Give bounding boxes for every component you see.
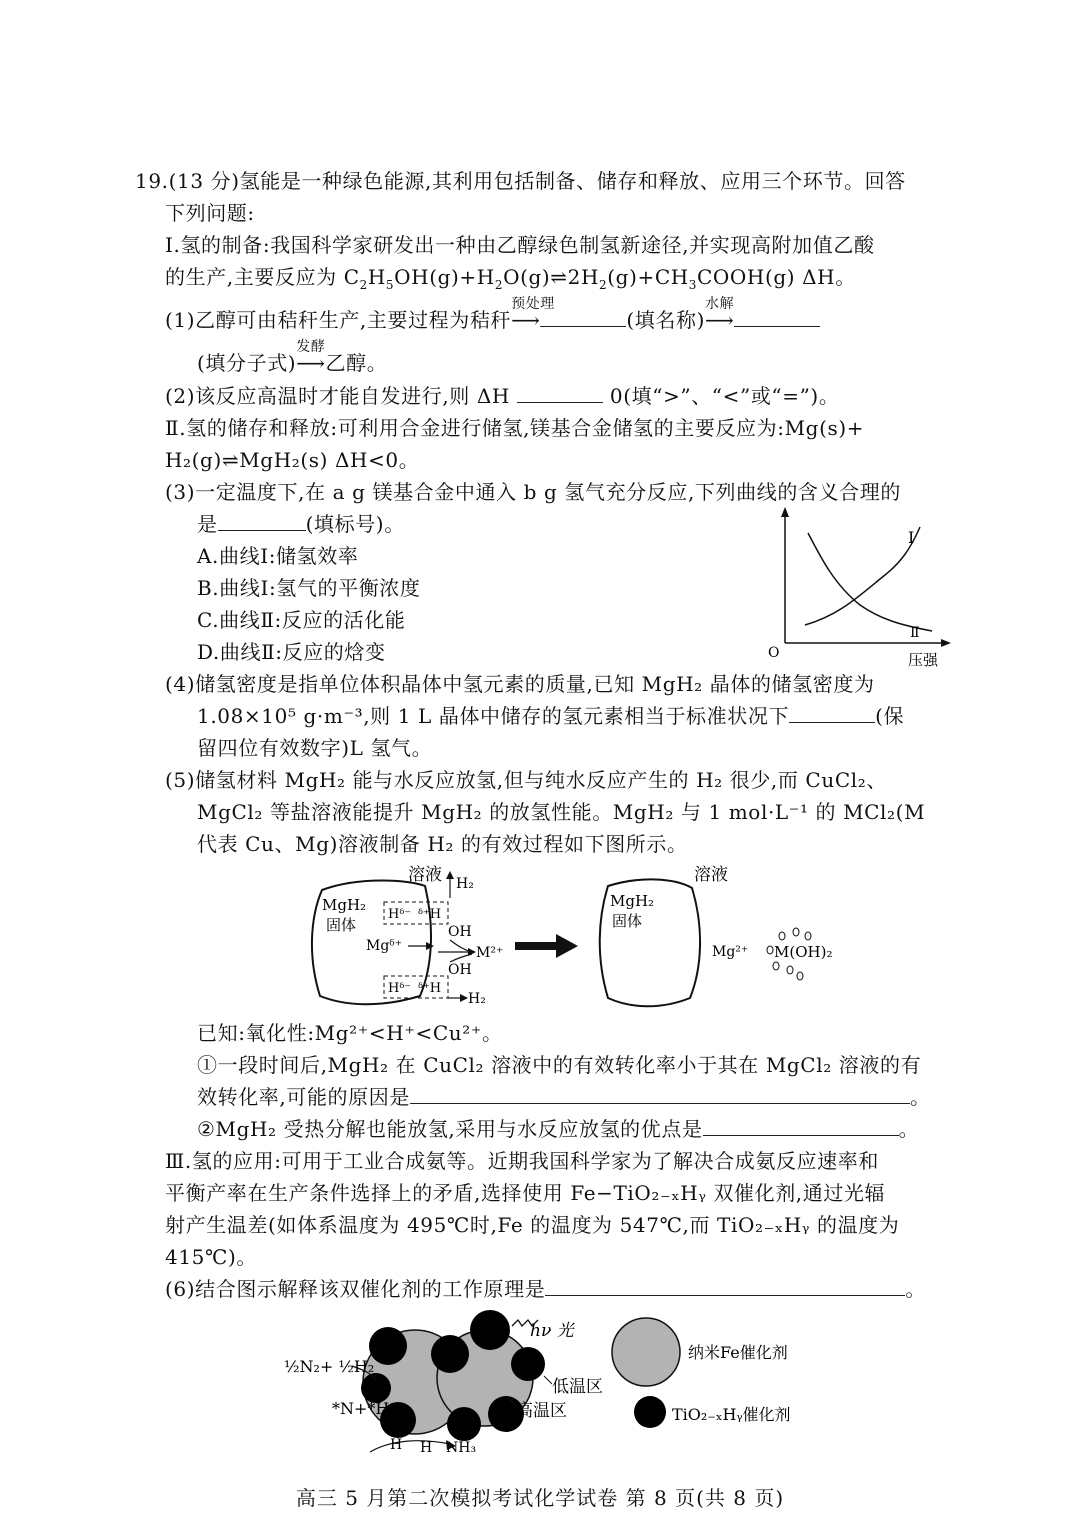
answer-blank-5-1[interactable] bbox=[410, 1085, 910, 1104]
option-b: B.曲线Ⅰ:氢气的平衡浓度 bbox=[197, 576, 421, 600]
answer-blank-1b[interactable] bbox=[734, 308, 820, 327]
curve-1 bbox=[805, 527, 920, 625]
part1-heading: Ⅰ.氢的制备:我国科学家研发出一种由乙醇绿色制氢新途径,并实现高附加值乙酸 bbox=[165, 233, 875, 257]
h2-arrow-up-head bbox=[446, 871, 454, 879]
question-5-2: ②MgH₂ 受热分解也能放氢,采用与水反应放氢的优点是 。 bbox=[197, 1117, 920, 1141]
option-a: A.曲线Ⅰ:储氢效率 bbox=[197, 544, 359, 568]
mg2-label: Mg²⁺ bbox=[712, 944, 749, 960]
nh3-label: NH₃ bbox=[446, 1440, 477, 1456]
solid-label-solid-right: 固体 bbox=[612, 912, 643, 930]
high-temp-label: 高温区 bbox=[516, 1401, 567, 1421]
solid-label-mgh2-right: MgH₂ bbox=[610, 892, 655, 910]
h-label-1: H bbox=[390, 1437, 403, 1453]
x-axis-label: 压强 bbox=[908, 651, 939, 669]
answer-blank-2[interactable] bbox=[517, 384, 603, 403]
m2-label: M²⁺ bbox=[476, 945, 504, 961]
part2-heading: Ⅱ.氢的储存和释放:可利用合金进行储氢,镁基合金储氢的主要反应为:Mg(s)+ bbox=[165, 416, 865, 440]
product-arc bbox=[370, 1441, 450, 1452]
question-19-intro-cont: 下列问题: bbox=[165, 201, 255, 225]
question-19-intro: 19.(13 分)氢能是一种绿色能源,其利用包括制备、储存和释放、应用三个环节。回答 bbox=[135, 169, 906, 193]
question-3: (3)一定温度下,在 a g 镁基合金中通入 b g 氢气充分反应,下列曲线的含义合理的 bbox=[165, 480, 901, 504]
moh2-label: M(OH)₂ bbox=[774, 943, 833, 961]
question-6: (6)结合图示解释该双催化剂的工作原理是 。 bbox=[165, 1277, 926, 1301]
process-arrow-shaft bbox=[515, 942, 559, 950]
question-3-cont: 是 (填标号)。 bbox=[197, 512, 405, 536]
solution-label-right: 溶液 bbox=[694, 865, 728, 885]
question-5: (5)储氢材料 MgH₂ 能与水反应放氢,但与纯水反应产生的 H₂ 很少,而 CuCl₂、 bbox=[165, 768, 887, 792]
question-5-cont2: 代表 Cu、Mg)溶液制备 H₂ 的有效过程如下图所示。 bbox=[197, 832, 688, 856]
part3-cont3: 415℃)。 bbox=[165, 1245, 257, 1269]
h-delta-plus-top: ᵟ⁺H bbox=[418, 907, 442, 922]
question-4-cont: 1.08×10⁵ g·m⁻³,则 1 L 晶体中储存的氢元素相当于标准状况下 (保 bbox=[197, 704, 905, 728]
question-2: (2)该反应高温时才能自发进行,则 ΔH 0(填“>”、“<”或“=”)。 bbox=[165, 384, 840, 408]
legend-tio2-icon bbox=[634, 1396, 666, 1428]
legend-fe-label: 纳米Fe催化剂 bbox=[688, 1343, 788, 1362]
mgh2-reaction-figure bbox=[300, 858, 860, 1018]
question-1-cont: (填分子式) 发酵 ⟶乙醇。 bbox=[197, 339, 388, 375]
h-label-2: H bbox=[420, 1440, 433, 1456]
question-4: (4)储氢密度是指单位体积晶体中氢元素的质量,已知 MgH₂ 晶体的储氢密度为 bbox=[165, 672, 875, 696]
known-oxidizing: 已知:氧化性:Mg²⁺<H⁺<Cu²⁺。 bbox=[197, 1021, 503, 1045]
oh-label-top: OH bbox=[448, 924, 472, 940]
origin-label: O bbox=[768, 645, 780, 661]
legend-fe-icon bbox=[612, 1318, 680, 1386]
part3-heading: Ⅲ.氢的应用:可用于工业合成氨等。近期我国科学家为了解决合成氨反应速率和 bbox=[165, 1149, 879, 1173]
solid-label-solid: 固体 bbox=[326, 916, 357, 934]
answer-blank-5-2[interactable] bbox=[703, 1117, 899, 1136]
part2-reaction: H₂(g)⇌MgH₂(s) ΔH<0。 bbox=[165, 448, 420, 472]
process-arrow-head bbox=[556, 934, 578, 958]
h-delta-minus-bottom: Hᵟ⁻ bbox=[388, 981, 412, 996]
part3-cont: 平衡产率在生产条件选择上的矛盾,选择使用 Fe−TiO₂₋ₓHᵧ 双催化剂,通过光辐 bbox=[165, 1181, 886, 1205]
page-footer: 高三 5 月第二次模拟考试化学试卷 第 8 页(共 8 页) bbox=[295, 1486, 785, 1510]
curve-2-label: Ⅱ bbox=[910, 625, 920, 641]
oh-arrow-bottom bbox=[450, 954, 472, 962]
solid-label-mgh2: MgH₂ bbox=[322, 896, 367, 914]
arrow-pretreat: 预处理 ⟶ bbox=[511, 296, 555, 332]
x-axis-arrow bbox=[941, 639, 951, 647]
arrow-hydrolysis: 水解 ⟶ bbox=[704, 296, 735, 332]
answer-blank-3[interactable] bbox=[218, 512, 306, 531]
question-5-cont: MgCl₂ 等盐溶液能提升 MgH₂ 的放氢性能。MgH₂ 与 1 mol·L⁻¹ 的 MCl₂(M bbox=[197, 800, 926, 824]
question-5-1: ①一段时间后,MgH₂ 在 CuCl₂ 溶液中的有效转化率小于其在 MgCl₂ 溶液的有 bbox=[197, 1053, 922, 1077]
question-1: (1)乙醇可由秸秆生产,主要过程为秸秆 预处理 ⟶ (填名称) 水解 ⟶ bbox=[165, 307, 820, 333]
mg-delta-label: Mgᵟ⁺ bbox=[366, 938, 402, 954]
reactant-label: ½N₂+ ½H₂ bbox=[284, 1357, 375, 1376]
y-axis-arrow bbox=[781, 507, 789, 517]
curve-graph bbox=[760, 505, 960, 675]
option-c: C.曲线Ⅱ:反应的活化能 bbox=[197, 608, 406, 632]
part3-cont2: 射产生温差(如体系温度为 495℃时,Fe 的温度为 547℃,而 TiO₂₋ₓHᵧ 的温度为 bbox=[165, 1213, 900, 1237]
option-d: D.曲线Ⅱ:反应的焓变 bbox=[197, 640, 386, 664]
h-delta-plus-bottom: ᵟ⁺H bbox=[418, 981, 442, 996]
question-5-1-cont: 效转化率,可能的原因是 。 bbox=[197, 1085, 931, 1109]
h2-label-bottom: H₂ bbox=[468, 991, 486, 1007]
answer-blank-6[interactable] bbox=[545, 1277, 905, 1296]
question-4-cont2: 留四位有效数字)L 氢气。 bbox=[197, 736, 433, 760]
solution-label-left: 溶液 bbox=[408, 865, 442, 885]
part1-reaction: 的生产,主要反应为 $C_2H_5OH(g)+H_2O(g)\rightleftharpoons 2H_2(g)+CH_3COOH(g)$ ΔH。 bbox=[165, 265, 856, 292]
adsorbed-label: *N+*H bbox=[332, 1399, 390, 1418]
h2-label-top: H₂ bbox=[456, 876, 474, 892]
dual-catalyst-figure bbox=[280, 1302, 840, 1462]
oh-label-bottom: OH bbox=[448, 962, 472, 978]
low-temp-label: 低温区 bbox=[552, 1377, 603, 1397]
low-zone-pointer bbox=[544, 1376, 552, 1384]
h2-arrow-right-head bbox=[460, 994, 468, 1002]
curve-1-label: Ⅰ bbox=[908, 528, 915, 547]
arrow-ferment: 发酵 ⟶ bbox=[296, 339, 326, 375]
light-label: hν 光 bbox=[530, 1321, 574, 1341]
legend-tio2-label: TiO₂₋ₓHᵧ催化剂 bbox=[672, 1405, 791, 1424]
h-delta-minus-top: Hᵟ⁻ bbox=[388, 907, 412, 922]
answer-blank-4[interactable] bbox=[789, 704, 875, 723]
